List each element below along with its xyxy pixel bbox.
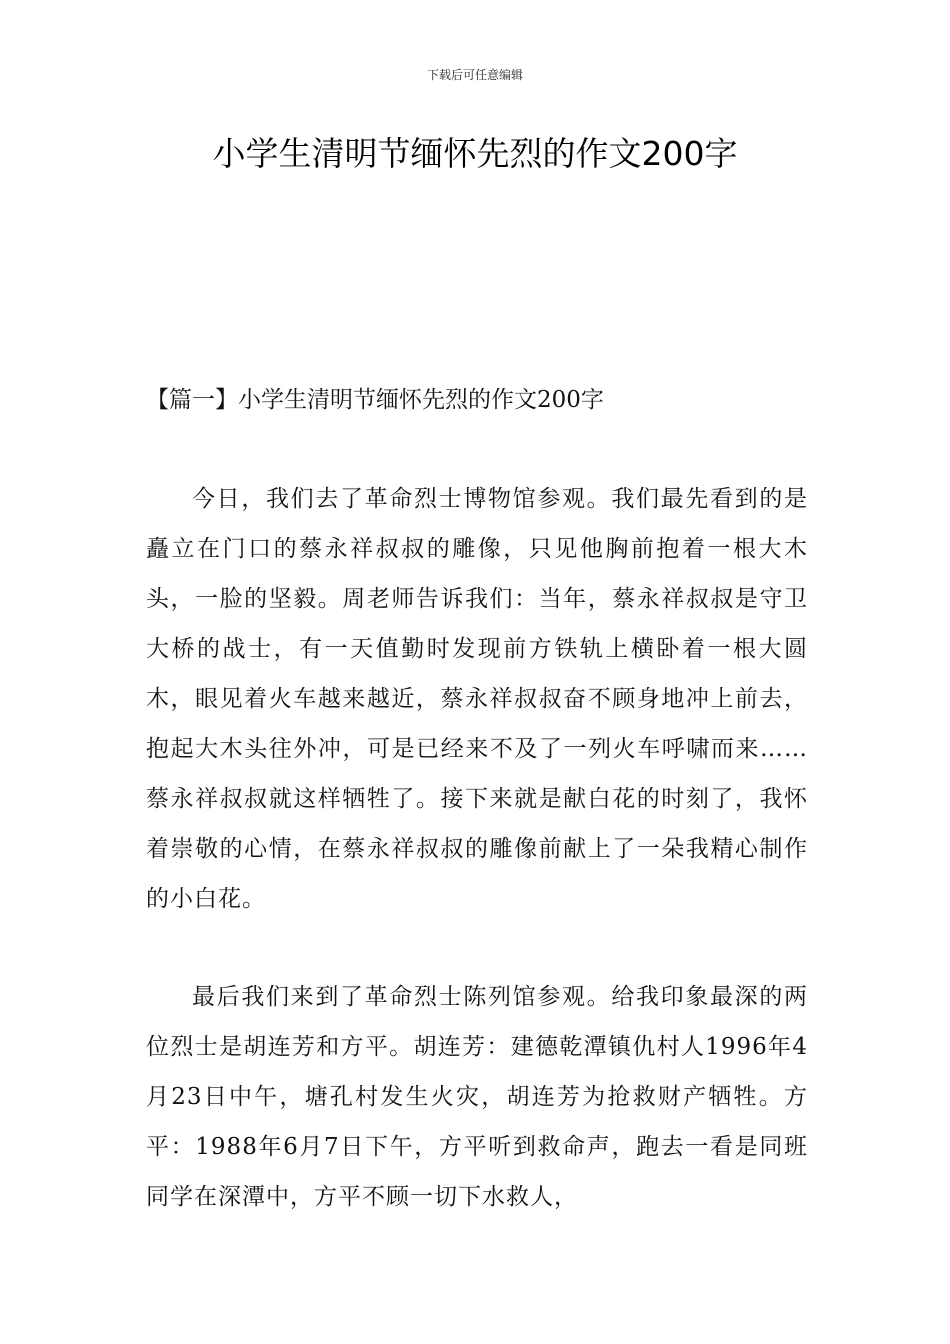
document-title: 小学生清明节缅怀先烈的作文200字 (212, 134, 738, 173)
section-heading: 【篇一】小学生清明节缅怀先烈的作文200字 (146, 387, 604, 413)
body-paragraph-2: 最后我们来到了革命烈士陈列馆参观。给我印象最深的两位烈士是胡连芳和方平。胡连芳：建德乾潭镇仇村人1996年4月23日中午，塘孔村发生火灾，胡连芳为抢救财产牺牲。方平：1988年6月7日下午，方平听到救命声，跑去一看是同班同学在深潭中，方平不顾一切下水救人， (146, 984, 808, 1210)
body-paragraph-1: 今日，我们去了革命烈士博物馆参观。我们最先看到的是矗立在门口的蔡永祥叔叔的雕像，只见他胸前抱着一根大木头，一脸的坚毅。周老师告诉我们：当年，蔡永祥叔叔是守卫大桥的战士，有一天值勤时发现前方铁轨上横卧着一根大圆木，眼见着火车越来越近，蔡永祥叔叔奋不顾身地冲上前去，抱起大木头往外冲，可是已经来不及了一列火车呼啸而来……蔡永祥叔叔就这样牺牲了。接下来就是献白花的时刻了，我怀着崇敬的心情，在蔡永祥叔叔的雕像前献上了一朵我精心制作的小白花。 (146, 486, 808, 912)
header-note: 下载后可任意编辑 (426, 68, 523, 82)
